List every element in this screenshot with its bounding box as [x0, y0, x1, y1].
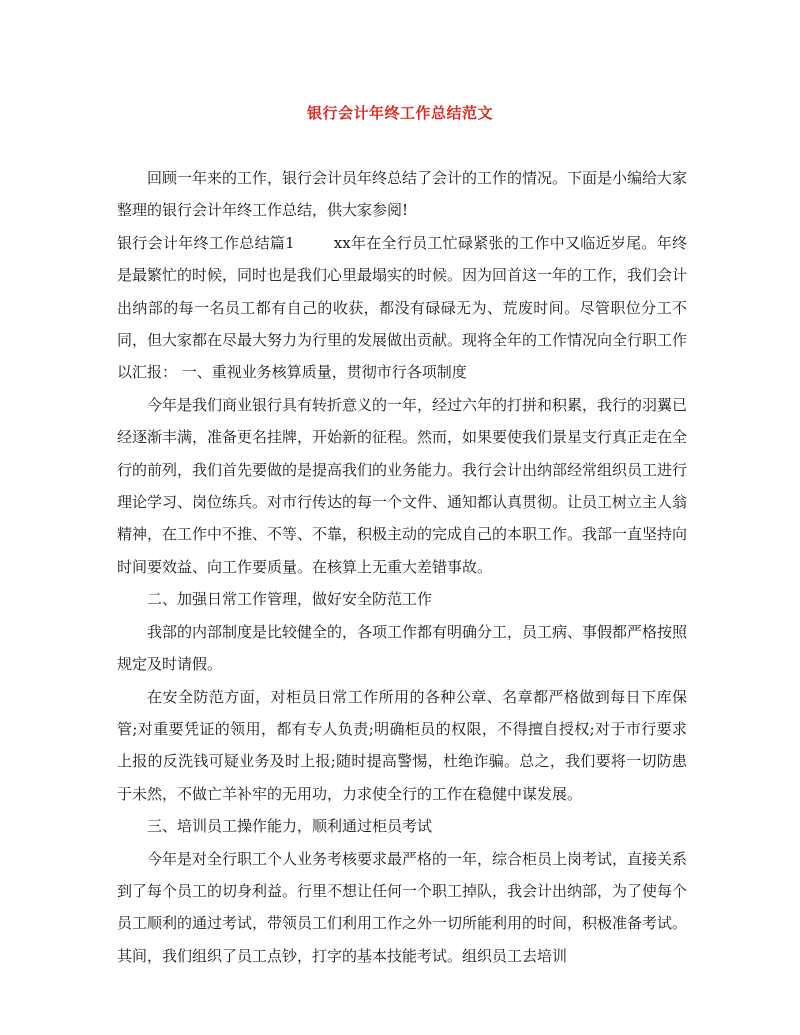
paragraph-5: 今年是对全行职工个人业务考核要求最严格的一年，综合柜员上岗考试，直接关系到了每个员工的切身利益。行里不想让任何一个职工掉队，我会计出纳部，为了使每个员工顺利的通过考试，带领员工们利用工作之外一切所能利用的时间，积极准备考试。其间，我们组织了员工点钞，打字的基本技能考试。组织员工去培训: [117, 849, 688, 965]
paragraph-4: 在安全防范方面，对柜员日常工作所用的各种公章、名章都严格做到每日下库保管;对重要凭证的领用，都有专人负责;明确柜员的权限，不得擅自授权;对于市行要求上报的反洗钱可疑业务及时上报;随时提高警惕，杜绝诈骗。总之，我们要将一切防患于未然，不做亡羊补牢的无用功，力求使全行的工作在稳健中谋发展。: [117, 687, 687, 803]
heading-3: 三、培训员工操作能力，顺利通过柜员考试: [147, 817, 433, 836]
heading-2: 二、加强日常工作管理，做好安全防范工作: [147, 590, 433, 609]
document-title: 银行会计年终工作总结范文: [306, 104, 493, 122]
section-paragraph-1: [117, 227, 687, 389]
document-body: [117, 162, 687, 972]
paragraph-3: 我部的内部制度是比较健全的，各项工作都有明确分工，员工病、事假都严格按照规定及时请假。: [117, 622, 688, 674]
paragraph-2: 今年是我们商业银行具有转折意义的一年，经过六年的打拼和积累，我行的羽翼已经逐渐丰满，准备更名挂牌，开始新的征程。然而，如果要使我们景星支行真正走在全行的前列，我们首先要做的是提高我们的业务能力。我行会计出纳部经常组织员工进行理论学习、岗位练兵。对市行传达的每一个文件、通知都认真贯彻。让员工树立主人翁精神，在工作中不推、不等、不靠，积极主动的完成自己的本职工作。我部一直坚持向时间要效益、向工作要质量。在核算上无重大差错事故。: [117, 395, 688, 576]
intro-paragraph: 回顾一年来的工作，银行会计员年终总结了会计的工作的情况。下面是小编给大家整理的银行会计年终工作总结，供大家参阅!: [117, 169, 688, 220]
paragraph-1-text: xx年在全行员工忙碌紧张的工作中又临近岁尾。年终是最繁忙的时候，同时也是我们心里最塌实的时候。因为回首这一年的工作，我们会计出纳部的每一名员工都有自己的收获，都没有碌碌无为、荒废时间。尽管职位分工不同，但大家都在尽最大努力为行里的发展做出贡献。现将全年的工作情况向全行职工作以汇报： 一、重视业务核算质量，贯彻市行各项制度: [117, 233, 688, 382]
piece-label: 银行会计年终工作总结篇1: [117, 233, 295, 252]
